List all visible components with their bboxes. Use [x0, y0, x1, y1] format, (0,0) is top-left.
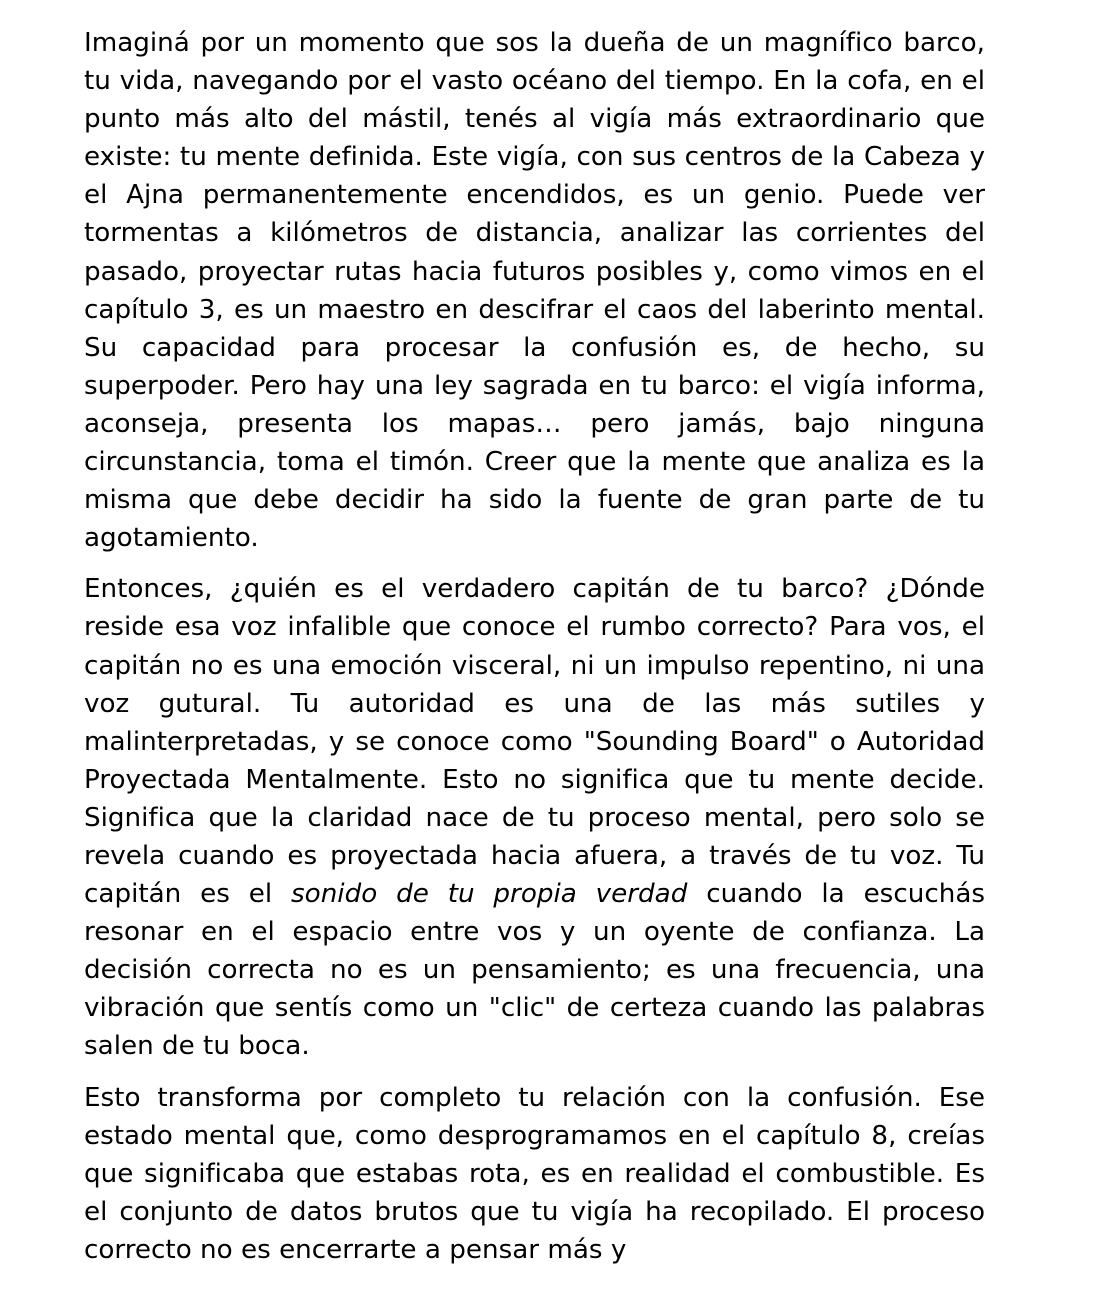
emphasis-run: sonido de tu propia verdad — [291, 879, 688, 910]
text-run: Entonces, ¿quién es el verdadero capitán de tu barco? ¿Dónde reside esa voz infalible que conoce el rumbo correcto? Para vos, el capitán no es una emoción visceral, ni un impulso repentino, ni una voz gutural. Tu autoridad es una de las más sutiles y malinterpretadas, y se conoce como "Sounding Board" o Autoridad Proyectada Mentalmente. Esto no significa que tu mente decide. Significa que la claridad nace de tu proceso mental, pero solo se revela cuando es proyectada hacia afuera, a través de tu voz. Tu capitán es el — [84, 574, 985, 910]
text-run: Esto transforma por completo tu relación con la confusión. Ese estado mental que, como desprogramamos en el capítulo 8, creías que significaba que estabas rota, es en realidad el combustible. Es el conjunto de datos brutos que tu vigía ha recopilado. El proceso correcto no es encerrarte a pensar más y — [84, 1082, 985, 1265]
paragraph — [84, 24, 985, 557]
paragraph — [84, 1079, 985, 1269]
body-text-column — [84, 24, 985, 1269]
text-run: cuando la escuchás resonar en el espacio entre vos y un oyente de confianza. La decisión correcta no es un pensamiento; es una frecuencia, una vibración que sentís como un "clic" de certeza cuando las palabras salen de tu boca. — [84, 879, 986, 1062]
text-run: Imaginá por un momento que sos la dueña de un magnífico barco, tu vida, navegando por el vasto océano del tiempo. En la cofa, en el punto más alto del mástil, tenés al vigía más extraordinario que existe: tu mente definida. Este vigía, con sus centros de la Cabeza y el Ajna permanentemente encendidos, es un genio. Puede ver tormentas a kilómetros de distancia, analizar las corrientes del pasado, proyectar rutas hacia futuros posibles y, como vimos en el capítulo 3, es un maestro en descifrar el caos del laberinto mental. Su capacidad para procesar la confusión es, de hecho, su superpoder. Pero hay una ley sagrada en tu barco: el vigía informa, aconseja, presenta los mapas… pero jamás, bajo ninguna circunstancia, toma el timón. Creer que la mente que analiza es la misma que debe decidir ha sido la fuente de gran parte de tu agotamiento. — [84, 28, 985, 554]
paragraph — [84, 570, 985, 1065]
